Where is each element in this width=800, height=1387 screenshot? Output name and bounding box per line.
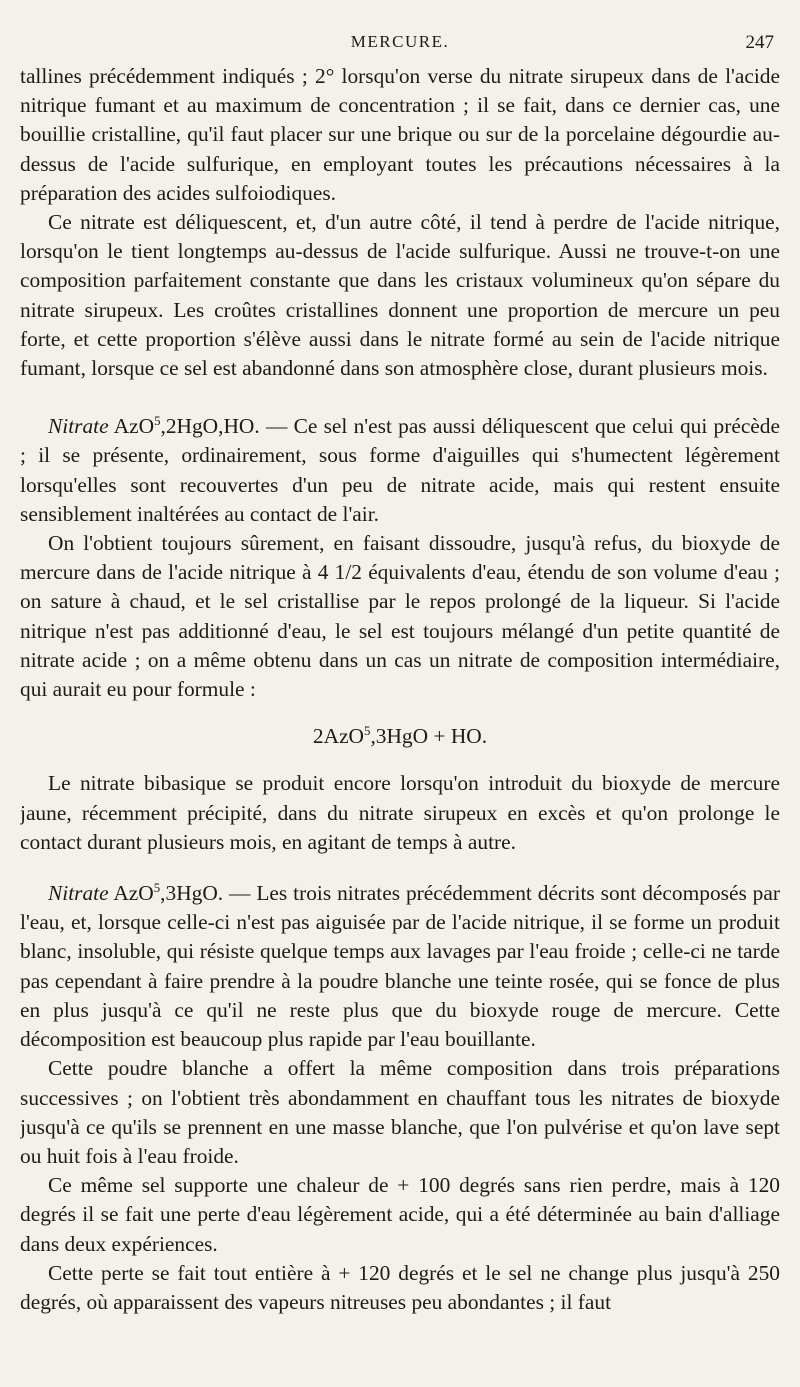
paragraph: Cette perte se fait tout entière à + 120 degrés et le sel ne change plus jusqu'à 250 degrés, où apparaissent des vapeurs nitreuses peu abondantes ; il faut (20, 1260, 780, 1314)
paragraph-text: — Ce sel n'est pas aussi déliquescent que celui qui précède ; il se présente, ordinairement, sous forme d'aiguilles qui s'humectent légèrement lorsqu'elles sont recouvertes d'un peu de nitrate acide, mais qui restent ensuite sensiblement inaltérées au contact de l'air. (20, 414, 780, 526)
display-formula: 2AzO$^5$,3HgO + HO. (312, 724, 488, 749)
page-body (20, 62, 780, 1317)
paragraph-text: — Les trois nitrates précédemment décrits sont décomposés par l'eau, et, lorsque celle-ci n'est pas aiguisée par de l'acide nitrique, il se forme un produit blanc, insoluble, qui résiste quelque temps aux lavages par l'eau froide ; celle-ci ne tarde pas cependant à faire prendre à la poudre blanche une teinte rosée, qui se fonce de plus en plus jusqu'à ce qu'il ne reste plus que du bioxyde rouge de mercure. Cette décomposition est beaucoup plus rapide par l'eau bouillante. (20, 881, 780, 1052)
book-page (20, 28, 780, 1378)
paragraph-nitrate-tribasique (20, 879, 780, 1054)
section-label: Nitrate (48, 881, 109, 906)
paragraph: On l'obtient toujours sûrement, en faisant dissoudre, jusqu'à refus, du bioxyde de mercure dans de l'acide nitrique à 4 1/2 équivalents d'eau, étendu de son volume d'eau ; on sature à chaud, et le sel cristallise par le repos prolongé de la liqueur. Si l'acide nitrique n'est pas additionné d'eau, le sel est toujours mélangé d'un petite quantité de nitrate acide ; on a même obtenu dans un cas un nitrate de composition intermédiaire, qui aurait eu pour formule : (20, 531, 780, 702)
page-number: 247 (745, 32, 774, 53)
paragraph: tallines précédemment indiqués ; 2° lorsqu'on verse du nitrate sirupeux dans de l'acide nitrique fumant et au maximum de concentration ; il se fait, dans ce dernier cas, une bouillie cristalline, qu'il faut placer sur une brique ou sur de la porcelaine dégourdie au-dessus de l'acide sulfurique, en employant toutes les précautions nécessaires à la préparation des acides sulfoiodiques. (20, 64, 780, 205)
paragraph: Cette poudre blanche a offert la même composition dans trois préparations successives ; on l'obtient très abondamment en chauffant tous les nitrates de bioxyde jusqu'à ce qu'ils se prennent en une masse blanche, que l'on pulvérise et qu'on lave sept ou huit fois à l'eau froide. (20, 1056, 780, 1168)
running-title: MERCURE. (350, 32, 450, 51)
paragraph: Ce nitrate est déliquescent, et, d'un autre côté, il tend à perdre de l'acide nitrique, lorsqu'on le tient longtemps au-dessus de l'acide sulfurique. Aussi ne trouve-t-on une composition parfaitement constante que dans les cristaux volumineux qu'on sépare du nitrate sirupeux. Les croûtes cristallines donnent une proportion de mercure un peu forte, et cette proportion s'élève aussi dans le nitrate formé au sein de l'acide nitrique fumant, lorsque ce sel est abandonné dans son atmosphère close, durant plusieurs mois. (20, 210, 780, 381)
section-label: Nitrate (48, 414, 109, 439)
paragraph: Le nitrate bibasique se produit encore lorsqu'on introduit du bioxyde de mercure jaune, récemment précipité, dans du nitrate sirupeux en excès et qu'on prolonge le contact durant plusieurs mois, en agitant de temps à autre. (20, 771, 780, 854)
chemical-formula: AzO$^5$,2HgO,HO. (113, 414, 260, 439)
chemical-formula: AzO$^5$,3HgO. (113, 880, 224, 906)
page-header (20, 28, 780, 62)
paragraph-nitrate-bibasique (20, 412, 780, 529)
paragraph: Ce même sel supporte une chaleur de + 100 degrés sans rien perdre, mais à 120 degrés il se fait une perte d'eau légèrement acide, qui a été déterminée au bain d'alliage dans deux expériences. (20, 1173, 780, 1256)
